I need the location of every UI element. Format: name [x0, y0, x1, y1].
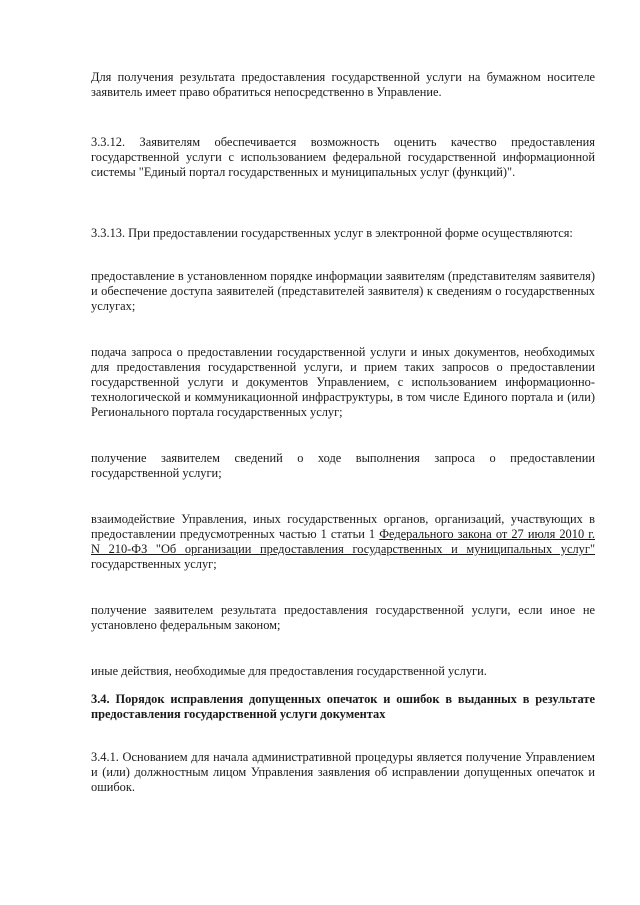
- paragraph-request-submission: подача запроса о предоставлении государственной услуги и иных документов, необходимых для предоставления государственной услуги, и прием таких запросов о предоставлении государственной услуги и документов Управлением, с использованием информационно-технологической и коммуникационной инфраструктуры, в том числе Единого портала и (или) Регионального портала государственных услуг;: [91, 345, 595, 419]
- paragraph-3-3-12: 3.3.12. Заявителям обеспечивается возможность оценить качество предоставления государственной услуги с использованием федеральной государственной информационной системы "Единый портал государственных и муниципальных услуг (функций)".: [91, 135, 595, 179]
- paragraph-interaction: [91, 512, 595, 572]
- paragraph-3-3-13: 3.3.13. При предоставлении государственных услуг в электронной форме осуществляются:: [91, 226, 573, 240]
- paragraph-information-provision: предоставление в установленном порядке информации заявителям (представителям заявителя) и обеспечение доступа заявителей (представителей заявителя) к сведениям о государственных услугах;: [91, 269, 595, 313]
- paragraph-3-4-1: 3.4.1. Основанием для начала административной процедуры является получение Управлением и (или) должностным лицом Управления заявления об исправлении допущенных опечаток и ошибок.: [91, 750, 595, 794]
- paragraph-request-status: получение заявителем сведений о ходе выполнения запроса о предоставлении государственной услуги;: [91, 451, 595, 480]
- paragraph-other-actions: иные действия, необходимые для предоставления государственной услуги.: [91, 664, 487, 678]
- paragraph-interaction-text-before: взаимодействие Управления, иных государственных органов, организаций, участвующих в предоставлении предусмотренных частью 1 статьи 1: [91, 512, 595, 541]
- section-heading-3-4: 3.4. Порядок исправления допущенных опечаток и ошибок в выданных в результате предоставления государственной услуги документах: [91, 692, 595, 721]
- paragraph-result-paper: Для получения результата предоставления государственной услуги на бумажном носителе заявитель имеет право обратиться непосредственно в Управление.: [91, 70, 595, 99]
- paragraph-result-receipt: получение заявителем результата предоставления государственной услуги, если иное не установлено федеральным законом;: [91, 603, 595, 632]
- paragraph-interaction-text-after: государственных услуг;: [91, 557, 217, 571]
- federal-law-link[interactable]: Федерального закона от 27 июля 2010 г. N 210-ФЗ "Об организации предоставления государственных и муниципальных услуг": [91, 527, 595, 556]
